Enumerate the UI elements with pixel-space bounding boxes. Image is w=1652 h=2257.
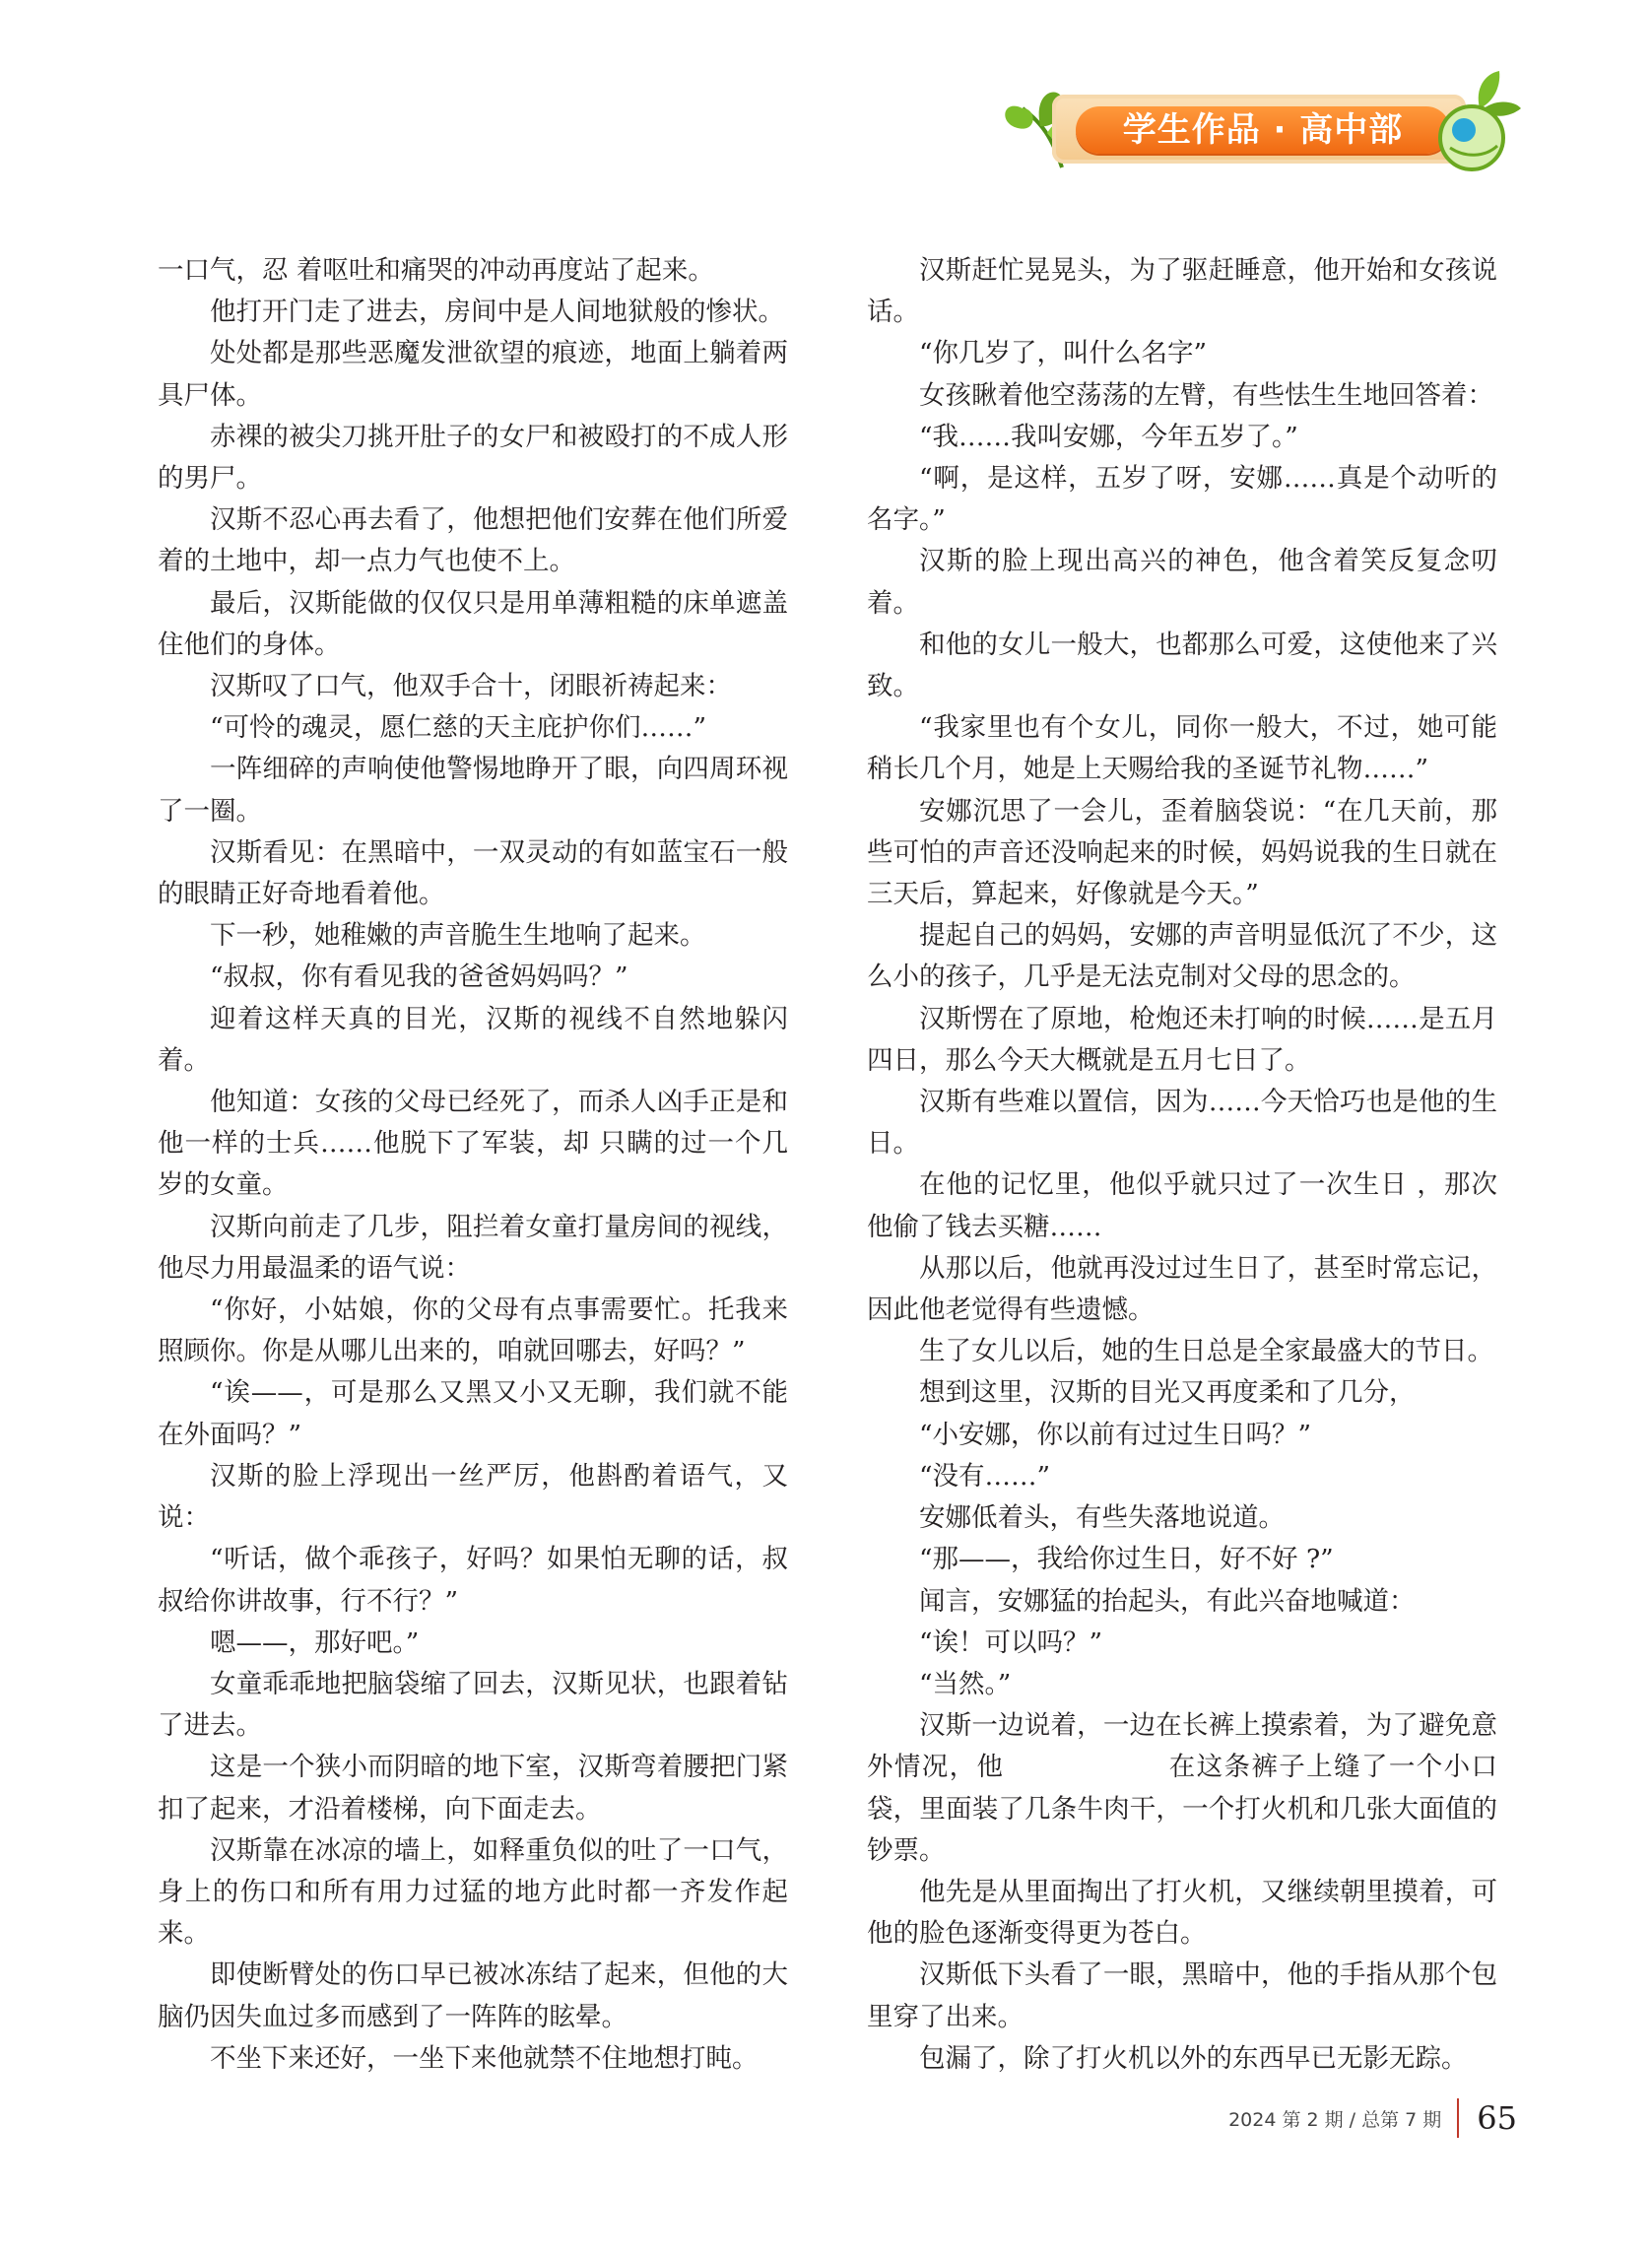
paragraph: 这是一个狭小而阴暗的地下室，汉斯弯着腰把门紧扣了起来，才沿着楼梯，向下面走去。: [158, 1752, 788, 1825]
paragraph: 汉斯看见：在黑暗中，一双灵动的有如蓝宝石一般的眼睛正好奇地看着他。: [158, 836, 788, 910]
section-banner: [993, 69, 1525, 185]
paragraph: 他知道：女孩的父母已经死了，而杀人凶手正是和他一样的士兵……他脱下了军装，却 只瞒的过一个几岁的女童。: [158, 1087, 788, 1201]
paragraph: 一阵细碎的声响使他警惕地睁开了眼，向四周环视了一圈。: [158, 754, 788, 827]
paragraph: “你好，小姑娘，你的父母有点事需要忙。托我来照顾你。你是从哪儿出来的，咱就回哪去，好吗？”: [158, 1294, 788, 1367]
paragraph: 生了女儿以后，她的生日总是全家最盛大的节日。: [919, 1336, 1493, 1367]
paragraph: 赤裸的被尖刀挑开肚子的女尸和被殴打的不成人形的男尸。: [158, 421, 788, 495]
paragraph: 女孩瞅着他空荡荡的左臂，有些怯生生地回答着：: [919, 379, 1493, 411]
paragraph: 想到这里，汉斯的目光又再度柔和了几分，: [919, 1377, 1416, 1409]
paragraph: 他打开门走了进去，房间中是人间地狱般的惨状。: [210, 297, 784, 328]
paragraph: “没有……”: [919, 1460, 1051, 1492]
paragraph: 在他的记忆里，他似乎就只过了一次生日 ，那次他偷了钱去买糖……: [867, 1169, 1497, 1242]
paragraph: 包漏了，除了打火机以外的东西早已无影无踪。: [919, 2042, 1468, 2074]
paragraph: 提起自己的妈妈，安娜的声音明显低沉了不少，这么小的孩子，几乎是无法克制对父母的思念的。: [867, 920, 1497, 993]
paragraph: 即使断臂处的伤口早已被冰冻结了起来，但他的大脑仍因失血过多而感到了一阵阵的眩晕。: [158, 1959, 788, 2032]
paragraph: “听话，做个乖孩子，好吗？如果怕无聊的话，叔叔给你讲故事，行不行？”: [158, 1544, 788, 1617]
paragraph: 女童乖乖地把脑袋缩了回去，汉斯见状，也跟着钻了进去。: [158, 1668, 788, 1742]
paragraph: 汉斯赶忙晃晃头，为了驱赶睡意，他开始和女孩说话。: [867, 255, 1497, 328]
paragraph: 闻言，安娜猛的抬起头，有此兴奋地喊道：: [919, 1585, 1416, 1617]
paragraph: 汉斯有些难以置信，因为……今天恰巧也是他的生日。: [867, 1087, 1497, 1160]
paragraph: “诶！可以吗？”: [919, 1626, 1103, 1658]
paragraph: “我家里也有个女儿，同你一般大，不过，她可能稍长几个月，她是上天赐给我的圣诞节礼物……”: [867, 712, 1497, 785]
paragraph: “诶——，可是那么又黑又小又无聊，我们就不能在外面吗？”: [158, 1377, 788, 1450]
paragraph: “叔叔，你有看见我的爸爸妈妈吗？”: [210, 962, 628, 993]
globe-plant-icon: [1430, 69, 1525, 177]
paragraph: 汉斯愣在了原地，枪炮还未打响的时候……是五月四日，那么今天大概就是五月七日了。: [867, 1003, 1497, 1076]
issue-info: 2024 第 2 期 / 总第 7 期: [1228, 2108, 1442, 2131]
paragraph: 汉斯的脸上浮现出一丝严厉，他斟酌着语气，又说：: [158, 1460, 788, 1534]
paragraph: 汉斯不忍心再去看了，他想把他们安葬在他们所爱着的土地中，却一点力气也使不上。: [158, 504, 788, 577]
paragraph: “我……我叫安娜，今年五岁了。”: [919, 421, 1298, 452]
section-label: 学生作品 · 高中部: [1122, 110, 1404, 150]
paragraph: 他先是从里面掏出了打火机，又继续朝里摸着，可他的脸色逐渐变得更为苍白。: [867, 1876, 1497, 1950]
paragraph: 汉斯的脸上现出高兴的神色，他含着笑反复念叨着。: [867, 546, 1497, 619]
paragraph: 从那以后，他就再没过过生日了，甚至时常忘记，因此他老觉得有些遗憾。: [867, 1252, 1497, 1326]
paragraph: 汉斯叹了口气，他双手合十，闭眼祈祷起来：: [210, 671, 732, 702]
paragraph: 处处都是那些恶魔发泄欲望的痕迹，地面上躺着两具尸体。: [158, 338, 788, 411]
paragraph: “你几岁了，叫什么名字”: [919, 338, 1208, 369]
paragraph: 不坐下来还好，一坐下来他就禁不住地想打盹。: [210, 2042, 759, 2074]
paragraph: 和他的女儿一般大，也都那么可爱，这使他来了兴致。: [867, 629, 1497, 702]
page-number: 65: [1477, 2099, 1517, 2137]
paragraph: 迎着这样天真的目光，汉斯的视线不自然地躲闪着。: [158, 1003, 788, 1076]
footer-divider: [1457, 2098, 1459, 2138]
paragraph: “那——，我给你过生日，好不好 ?”: [919, 1544, 1334, 1575]
left-text-column: [158, 250, 788, 2080]
paragraph: 汉斯靠在冰凉的墙上，如释重负似的吐了一口气，身上的伤口和所有用力过猛的地方此时都一齐发作起来。: [158, 1834, 788, 1950]
paragraph: 一口气，忍 着呕吐和痛哭的冲动再度站了起来。: [158, 255, 714, 286]
paragraph: 嗯——，那好吧。”: [210, 1626, 420, 1658]
paragraph: “当然。”: [919, 1668, 1012, 1699]
paragraph: 汉斯低下头看了一眼，黑暗中，他的手指从那个包里穿了出来。: [867, 1959, 1497, 2032]
page-footer: [1228, 2098, 1517, 2138]
paragraph: 安娜沉思了一会儿，歪着脑袋说：“在几天前，那些可怕的声音还没响起来的时候，妈妈说我的生日就在三天后，算起来，好像就是今天。”: [867, 795, 1497, 910]
paragraph: 汉斯一边说着，一边在长裤上摸索着，为了避免意外情况，他 在这条裤子上缝了一个小口袋，里面装了几条牛肉干，一个打火机和几张大面值的钞票。: [867, 1710, 1497, 1866]
right-text-column: [867, 250, 1497, 2080]
paragraph: 最后，汉斯能做的仅仅只是用单薄粗糙的床单遮盖住他们的身体。: [158, 587, 788, 660]
paragraph: “可怜的魂灵，愿仁慈的天主庇护你们……”: [210, 712, 707, 744]
paragraph: 安娜低着头，有些失落地说道。: [919, 1502, 1285, 1534]
paragraph: “小安娜，你以前有过过生日吗？”: [919, 1419, 1312, 1450]
paragraph: 汉斯向前走了几步，阻拦着女童打量房间的视线，他尽力用最温柔的语气说：: [158, 1211, 788, 1284]
paragraph: 下一秒，她稚嫩的声音脆生生地响了起来。: [210, 920, 706, 952]
paragraph: “啊，是这样，五岁了呀，安娜……真是个动听的名字。”: [867, 463, 1497, 536]
